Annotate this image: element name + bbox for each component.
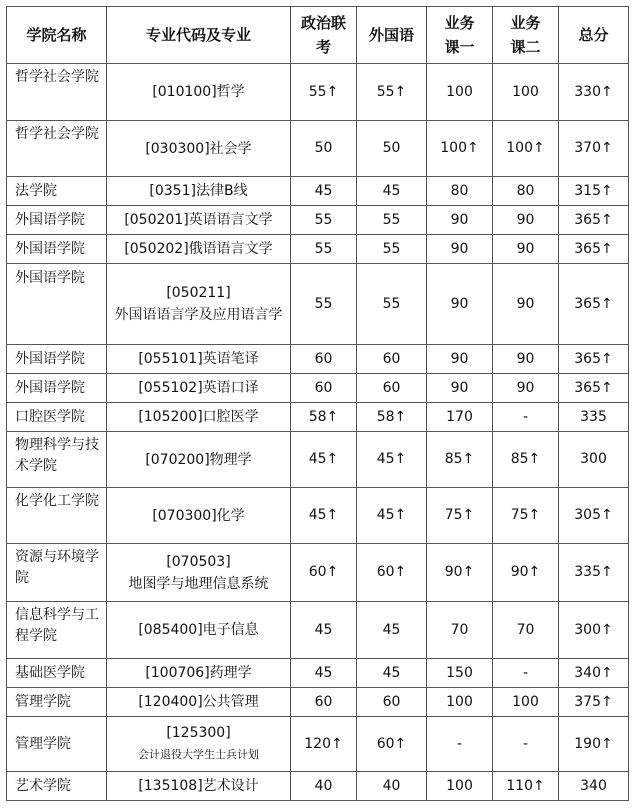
major-code: [050201]英语语言文学	[124, 212, 273, 228]
major-cell	[107, 121, 291, 177]
major-name: 会计退役大学生士兵计划	[138, 748, 259, 761]
foreign-language-score: 45↑	[357, 432, 427, 488]
table-row	[7, 121, 629, 177]
subject-2-score: -	[493, 717, 559, 772]
subject-1-score: 170	[427, 403, 493, 432]
college-cell: 外国语学院	[7, 235, 107, 264]
subject-2-score: 100	[493, 688, 559, 717]
major-cell	[107, 432, 291, 488]
subject-1-score: 90	[427, 206, 493, 235]
college-cell: 化学化工学院	[7, 488, 107, 544]
table-row	[7, 374, 629, 403]
college-cell: 艺术学院	[7, 772, 107, 801]
politics-score: 60	[291, 345, 357, 374]
college-cell: 哲学社会学院	[7, 64, 107, 121]
politics-score: 58↑	[291, 403, 357, 432]
header-foreign-language: 外国语	[357, 7, 427, 64]
major-cell	[107, 264, 291, 345]
total-score: 300↑	[559, 602, 629, 659]
subject-2-score: 90	[493, 235, 559, 264]
total-score: 335↑	[559, 544, 629, 602]
subject-2-score: -	[493, 659, 559, 688]
major-cell	[107, 235, 291, 264]
foreign-language-score: 60	[357, 374, 427, 403]
header-major: 专业代码及专业	[107, 7, 291, 64]
subject-1-score: 80	[427, 177, 493, 206]
subject-2-score: 75↑	[493, 488, 559, 544]
politics-score: 55	[291, 264, 357, 345]
subject-2-score: 85↑	[493, 432, 559, 488]
major-cell	[107, 544, 291, 602]
foreign-language-score: 45	[357, 602, 427, 659]
major-code: [070300]化学	[152, 507, 245, 524]
college-cell: 外国语学院	[7, 345, 107, 374]
major-code: [010100]哲学	[152, 84, 245, 100]
politics-score: 50	[291, 121, 357, 177]
college-cell: 外国语学院	[7, 264, 107, 345]
subject-1-score: 100	[427, 688, 493, 717]
major-cell	[107, 772, 291, 801]
table-row	[7, 544, 629, 602]
major-code: [070503]	[166, 553, 231, 570]
major-code: [030300]社会学	[145, 140, 252, 157]
major-code: [105200]口腔医学	[138, 409, 259, 425]
foreign-language-score: 60↑	[357, 717, 427, 772]
subject-2-score: 100↑	[493, 121, 559, 177]
college-cell: 口腔医学院	[7, 403, 107, 432]
foreign-language-score: 45↑	[357, 488, 427, 544]
politics-score: 55	[291, 206, 357, 235]
major-cell	[107, 374, 291, 403]
college-cell: 外国语学院	[7, 374, 107, 403]
subject-1-score: 90	[427, 374, 493, 403]
subject-2-score: 90↑	[493, 544, 559, 602]
major-cell	[107, 206, 291, 235]
total-score: 340↑	[559, 659, 629, 688]
major-code: [055102]英语口译	[138, 380, 259, 396]
total-score: 340	[559, 772, 629, 801]
subject-1-score: 100	[427, 772, 493, 801]
subject-2-score: 90	[493, 206, 559, 235]
college-cell: 哲学社会学院	[7, 121, 107, 177]
politics-score: 45	[291, 177, 357, 206]
total-score: 305↑	[559, 488, 629, 544]
college-cell: 管理学院	[7, 688, 107, 717]
header-college: 学院名称	[7, 7, 107, 64]
foreign-language-score: 60	[357, 345, 427, 374]
college-cell: 信息科学与工程学院	[7, 602, 107, 659]
subject-2-score: 90	[493, 374, 559, 403]
major-name: 外国语语言学及应用语言学	[114, 307, 283, 323]
major-code: [070200]物理学	[145, 451, 252, 468]
subject-2-score: 110↑	[493, 772, 559, 801]
major-cell	[107, 688, 291, 717]
politics-score: 55↑	[291, 64, 357, 121]
major-code: [055101]英语笔译	[138, 351, 259, 367]
subject-2-score: -	[493, 403, 559, 432]
subject-2-score: 100	[493, 64, 559, 121]
total-score: 365↑	[559, 206, 629, 235]
college-cell: 物理科学与技术学院	[7, 432, 107, 488]
foreign-language-score: 40	[357, 772, 427, 801]
total-score: 375↑	[559, 688, 629, 717]
major-cell	[107, 717, 291, 772]
subject-1-score: 100↑	[427, 121, 493, 177]
subject-2-score: 90	[493, 264, 559, 345]
total-score: 330↑	[559, 64, 629, 121]
header-subject-1: 业务课一	[427, 7, 493, 64]
table-row	[7, 659, 629, 688]
total-score: 315↑	[559, 177, 629, 206]
table-row	[7, 717, 629, 772]
college-cell: 法学院	[7, 177, 107, 206]
major-cell	[107, 403, 291, 432]
foreign-language-score: 55↑	[357, 64, 427, 121]
subject-1-score: 90	[427, 264, 493, 345]
foreign-language-score: 55	[357, 235, 427, 264]
subject-1-score: 90	[427, 345, 493, 374]
total-score: 300	[559, 432, 629, 488]
major-code: [100706]药理学	[145, 665, 252, 681]
foreign-language-score: 58↑	[357, 403, 427, 432]
major-code: [085400]电子信息	[138, 622, 259, 638]
subject-1-score: 90	[427, 235, 493, 264]
subject-2-score: 80	[493, 177, 559, 206]
subject-2-score: 70	[493, 602, 559, 659]
foreign-language-score: 60	[357, 688, 427, 717]
politics-score: 120↑	[291, 717, 357, 772]
total-score: 365↑	[559, 374, 629, 403]
major-code: [050202]俄语语言文学	[124, 241, 273, 257]
college-cell: 基础医学院	[7, 659, 107, 688]
table-row	[7, 64, 629, 121]
score-table	[6, 6, 629, 801]
major-code: [0351]法律B线	[149, 183, 248, 199]
subject-1-score: 85↑	[427, 432, 493, 488]
subject-1-score: -	[427, 717, 493, 772]
total-score: 365↑	[559, 345, 629, 374]
total-score: 190↑	[559, 717, 629, 772]
table-body	[7, 64, 629, 801]
total-score: 365↑	[559, 235, 629, 264]
subject-1-score: 75↑	[427, 488, 493, 544]
college-cell: 外国语学院	[7, 206, 107, 235]
subject-1-score: 90↑	[427, 544, 493, 602]
table-row	[7, 206, 629, 235]
header-subject-2: 业务课二	[493, 7, 559, 64]
politics-score: 55	[291, 235, 357, 264]
foreign-language-score: 55	[357, 264, 427, 345]
major-cell	[107, 345, 291, 374]
subject-1-score: 150	[427, 659, 493, 688]
subject-2-score: 90	[493, 345, 559, 374]
table-row	[7, 264, 629, 345]
politics-score: 45	[291, 602, 357, 659]
politics-score: 40	[291, 772, 357, 801]
header-politics: 政治联考	[291, 7, 357, 64]
major-cell	[107, 488, 291, 544]
header-total: 总分	[559, 7, 629, 64]
politics-score: 45↑	[291, 488, 357, 544]
table-row	[7, 602, 629, 659]
major-code: [120400]公共管理	[138, 694, 259, 710]
politics-score: 60	[291, 374, 357, 403]
politics-score: 60	[291, 688, 357, 717]
major-code: [135108]艺术设计	[138, 778, 259, 794]
table-row	[7, 488, 629, 544]
table-row	[7, 345, 629, 374]
foreign-language-score: 45	[357, 659, 427, 688]
foreign-language-score: 55	[357, 206, 427, 235]
total-score: 365↑	[559, 264, 629, 345]
major-code: [050211]	[166, 285, 231, 301]
foreign-language-score: 50	[357, 121, 427, 177]
college-cell: 管理学院	[7, 717, 107, 772]
table-row	[7, 177, 629, 206]
major-cell	[107, 659, 291, 688]
major-cell	[107, 177, 291, 206]
major-cell	[107, 602, 291, 659]
total-score: 370↑	[559, 121, 629, 177]
subject-1-score: 100	[427, 64, 493, 121]
politics-score: 60↑	[291, 544, 357, 602]
table-row	[7, 772, 629, 801]
foreign-language-score: 60↑	[357, 544, 427, 602]
table-row	[7, 688, 629, 717]
header-row	[7, 7, 629, 64]
major-cell	[107, 64, 291, 121]
total-score: 335	[559, 403, 629, 432]
major-code: [125300]	[166, 725, 231, 741]
table-row	[7, 235, 629, 264]
college-cell: 资源与环境学院	[7, 544, 107, 602]
politics-score: 45↑	[291, 432, 357, 488]
major-name: 地图学与地理信息系统	[128, 575, 269, 592]
subject-1-score: 70	[427, 602, 493, 659]
foreign-language-score: 45	[357, 177, 427, 206]
politics-score: 45	[291, 659, 357, 688]
table-row	[7, 432, 629, 488]
table-row	[7, 403, 629, 432]
